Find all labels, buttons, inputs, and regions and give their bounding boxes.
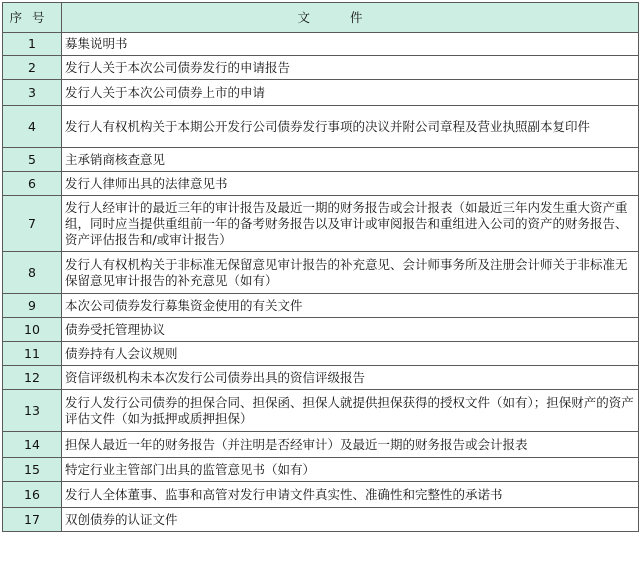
table-row [3,56,639,80]
row-number: 3 [3,80,62,106]
table-row [3,508,639,532]
table-body [3,33,639,532]
row-document: 发行人律师出具的法律意见书 [62,172,639,196]
row-document: 担保人最近一年的财务报告（并注明是否经审计）及最近一期的财务报告或会计报表 [62,432,639,458]
row-number: 1 [3,33,62,56]
row-number: 5 [3,148,62,172]
table-row [3,342,639,366]
row-number: 13 [3,390,62,432]
table-row [3,33,639,56]
row-document: 资信评级机构未本次发行公司债券出具的资信评级报告 [62,366,639,390]
table-row [3,294,639,318]
table-row [3,172,639,196]
table-row [3,366,639,390]
row-number: 12 [3,366,62,390]
table-row [3,318,639,342]
row-number: 14 [3,432,62,458]
row-number: 6 [3,172,62,196]
row-document: 发行人关于本次公司债券发行的申请报告 [62,56,639,80]
row-number: 15 [3,458,62,482]
table-row [3,196,639,252]
table-row [3,482,639,508]
row-number: 10 [3,318,62,342]
table-row [3,80,639,106]
row-document: 特定行业主管部门出具的监管意见书（如有） [62,458,639,482]
row-number: 16 [3,482,62,508]
row-number: 11 [3,342,62,366]
table-row [3,148,639,172]
row-document: 发行人有权机构关于本期公开发行公司债券发行事项的决议并附公司章程及营业执照副本复印件 [62,106,639,148]
row-document: 发行人全体董事、监事和高管对发行申请文件真实性、准确性和完整性的承诺书 [62,482,639,508]
table-row [3,106,639,148]
row-number: 2 [3,56,62,80]
row-number: 9 [3,294,62,318]
row-document: 债券受托管理协议 [62,318,639,342]
row-number: 7 [3,196,62,252]
header-file: 文件 [62,3,639,33]
row-document: 主承销商核查意见 [62,148,639,172]
row-document: 募集说明书 [62,33,639,56]
row-document: 发行人有权机构关于非标准无保留意见审计报告的补充意见、会计师事务所及注册会计师关于非标准无保留意见审计报告的补充意见（如有） [62,252,639,294]
table-row [3,252,639,294]
row-document: 发行人发行公司债券的担保合同、担保函、担保人就提供担保获得的授权文件（如有）；担保财产的资产评估文件（如为抵押或质押担保） [62,390,639,432]
row-document: 发行人经审计的最近三年的审计报告及最近一期的财务报告或会计报表（如最近三年内发生重大资产重组，同时应当提供重组前一年的备考财务报告以及审计或审阅报告和重组进入公司的资产的财务报告、资产评估报告和/或审计报告） [62,196,639,252]
table-header-row [3,3,639,33]
document-list-table [2,2,639,532]
header-number: 序号 [3,3,62,33]
row-number: 4 [3,106,62,148]
table-row [3,390,639,432]
row-number: 17 [3,508,62,532]
row-document: 发行人关于本次公司债券上市的申请 [62,80,639,106]
row-document: 双创债券的认证文件 [62,508,639,532]
row-document: 债券持有人会议规则 [62,342,639,366]
table-row [3,432,639,458]
row-number: 8 [3,252,62,294]
table-row [3,458,639,482]
row-document: 本次公司债券发行募集资金使用的有关文件 [62,294,639,318]
